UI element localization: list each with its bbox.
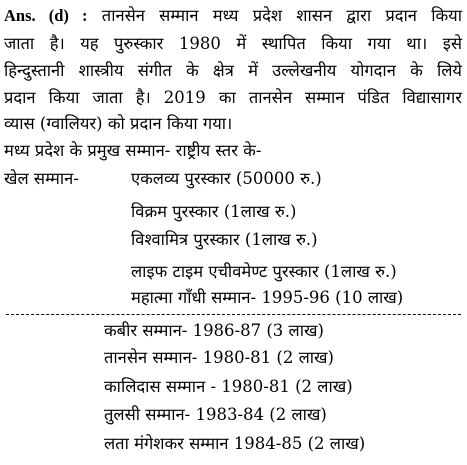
other-award-item: लता मंगेशकर सम्मान 1984-85 (2 लाख) bbox=[104, 434, 366, 453]
answer-line-3: हिन्दुस्तानी शास्त्रीय संगीत के क्षेत्र में उल्लेखनीय योगदान के लिये bbox=[4, 61, 462, 80]
awards-heading: मध्य प्रदेश के प्रमुख सम्मान- राष्ट्रीय स्तर के- bbox=[4, 141, 262, 160]
answer-line-2: जाता है। यह पुरुस्कार 1980 में स्थापित किया गया था। इसे bbox=[4, 34, 462, 53]
sports-awards-label: खेल सम्मान- bbox=[4, 169, 79, 188]
sports-award-item: लाइफ टाइम एचीवमेण्ट पुरस्कार (1लाख रु.) bbox=[131, 262, 397, 281]
sports-award-item: एकलव्य पुरस्कार (50000 रु.) bbox=[131, 169, 322, 188]
sports-award-item: विक्रम पुरस्कार (1लाख रु.) bbox=[131, 202, 297, 221]
other-award-item: कालिदास सम्मान - 1980-81 (2 लाख) bbox=[104, 377, 353, 396]
sports-award-item: विश्वामित्र पुरस्कार (1लाख रु.) bbox=[131, 230, 318, 249]
sports-award-item: महात्मा गाँधी सम्मान- 1995-96 (10 लाख) bbox=[131, 288, 404, 307]
answer-text-1: तानसेन सम्मान मध्य प्रदेश शासन द्वारा प्रदान किया bbox=[87, 6, 462, 25]
answer-label: Ans. (d) : bbox=[4, 6, 88, 25]
answer-line-1 bbox=[4, 4, 462, 27]
other-award-item: तुलसी सम्मान- 1983-84 (2 लाख) bbox=[104, 405, 327, 424]
other-award-item: तानसेन सम्मान- 1980-81 (2 लाख) bbox=[104, 348, 334, 367]
section-divider bbox=[6, 314, 461, 315]
answer-line-5: व्यास (ग्वालियर) को प्रदान किया गया। bbox=[4, 114, 233, 133]
answer-line-4: प्रदान किया जाता है। 2019 का तानसेन सम्मान पंडित विद्यासागर bbox=[4, 88, 462, 107]
other-award-item: कबीर सम्मान- 1986-87 (3 लाख) bbox=[104, 321, 324, 340]
